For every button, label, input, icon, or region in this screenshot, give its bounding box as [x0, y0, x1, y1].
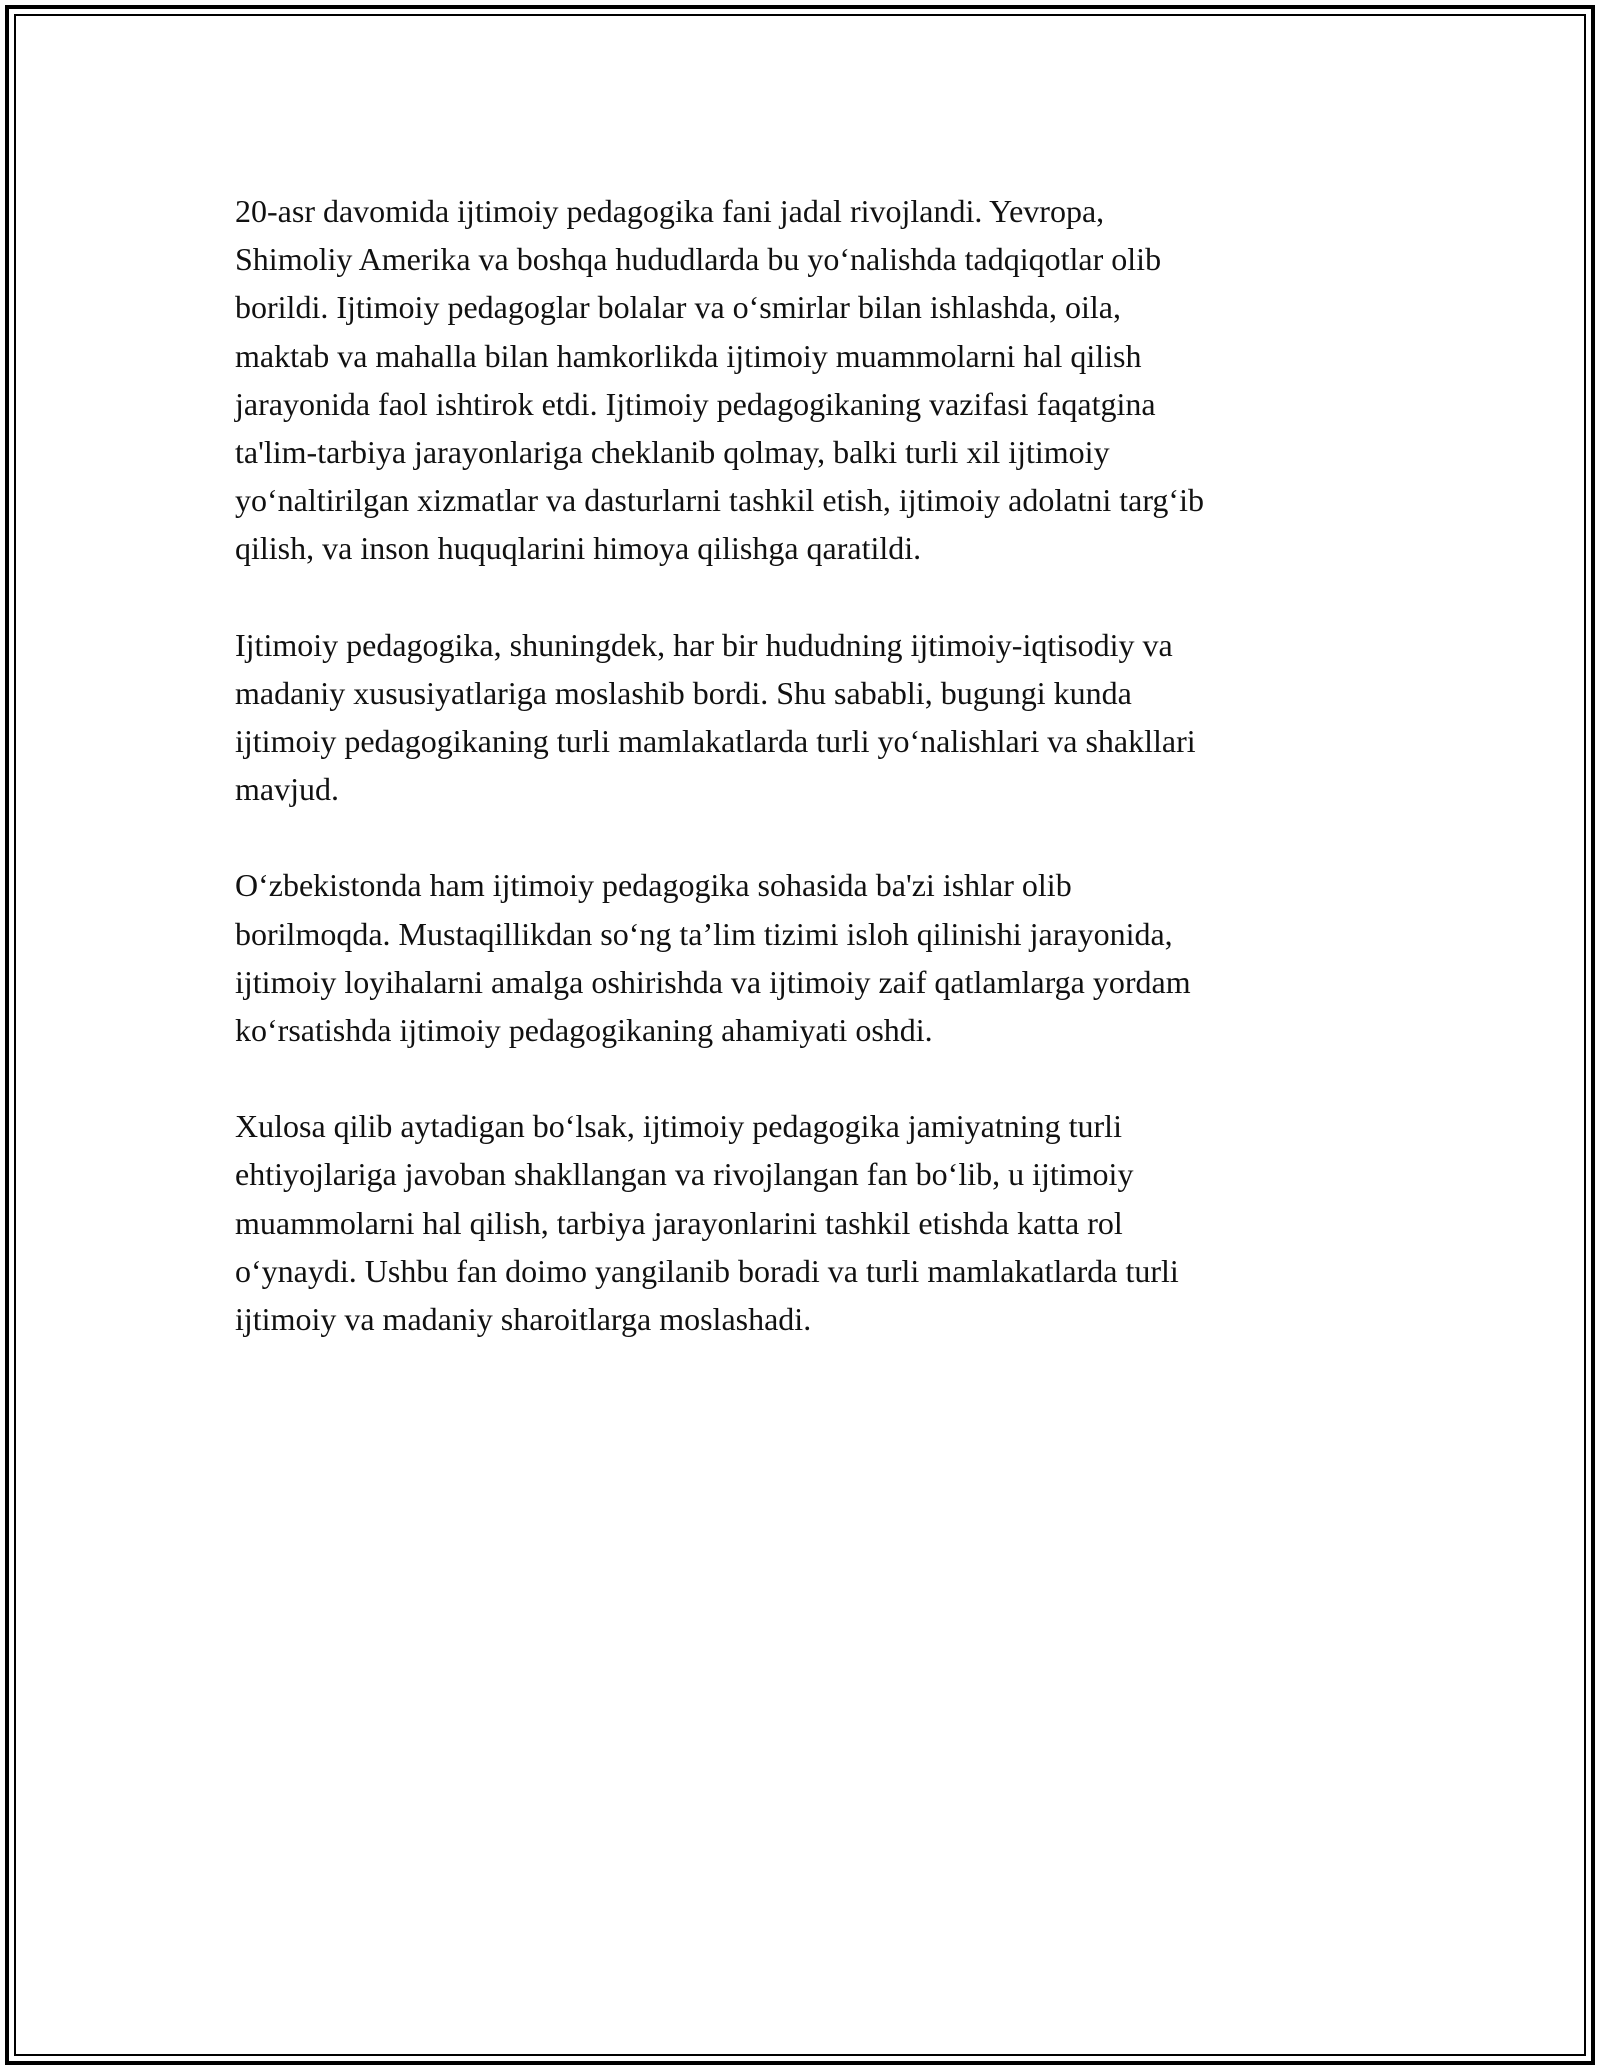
text-line: ijtimoiy loyihalarni amalga oshirishda va ijtimoiy zaif qatlamlarga yordam: [235, 963, 1191, 1000]
text-line: muammolarni hal qilish, tarbiya jarayonlarini tashkil etishda katta rol: [235, 1204, 1123, 1241]
text-line: ijtimoiy pedagogikaning turli mamlakatlarda turli yo‘nalishlari va shakllari: [235, 723, 1196, 760]
text-line: Xulosa qilib aytadigan bo‘lsak, ijtimoiy pedagogika jamiyatning turli: [235, 1108, 1122, 1145]
paragraph-4: [235, 1102, 1365, 1343]
text-line: 20-asr davomida ijtimoiy pedagogika fani jadal rivojlandi. Yevropa,: [235, 193, 1105, 229]
document-body: [235, 187, 1365, 1391]
text-line: ta'lim-tarbiya jarayonlariga cheklanib qolmay, balki turli xil ijtimoiy: [235, 434, 1110, 471]
text-line: Shimoliy Amerika va boshqa hududlarda bu yo‘nalishda tadqiqotlar olib: [235, 241, 1162, 278]
text-line: borilmoqda. Mustaqillikdan so‘ng ta’lim tizimi isloh qilinishi jarayonida,: [235, 915, 1173, 952]
text-line: maktab va mahalla bilan hamkorlikda ijtimoiy muammolarni hal qilish: [235, 337, 1142, 374]
text-line: ko‘rsatishda ijtimoiy pedagogikaning ahamiyati oshdi.: [235, 1012, 933, 1049]
text-line: borildi. Ijtimoiy pedagoglar bolalar va o‘smirlar bilan ishlashda, oila,: [235, 289, 1121, 326]
text-line: mavjud.: [235, 771, 339, 808]
paragraph-1: [235, 187, 1365, 573]
text-line: ijtimoiy va madaniy sharoitlarga moslashadi.: [235, 1301, 812, 1338]
text-line: yo‘naltirilgan xizmatlar va dasturlarni tashkil etish, ijtimoiy adolatni targ‘ib: [235, 482, 1204, 519]
text-line: jarayonida faol ishtirok etdi. Ijtimoiy pedagogikaning vazifasi faqatgina: [235, 385, 1156, 422]
text-line: O‘zbekistonda ham ijtimoiy pedagogika sohasida ba'zi ishlar olib: [235, 867, 1072, 904]
text-line: madaniy xususiyatlariga moslashib bordi. Shu sababli, bugungi kunda: [235, 674, 1132, 711]
text-line: Ijtimoiy pedagogika, shuningdek, har bir hududning ijtimoiy-iqtisodiy va: [235, 626, 1173, 663]
paragraph-3: [235, 861, 1365, 1054]
text-line: qilish, va inson huquqlarini himoya qilishga qaratildi.: [235, 530, 922, 567]
text-line: ehtiyojlariga javoban shakllangan va rivojlangan fan bo‘lib, u ijtimoiy: [235, 1156, 1134, 1193]
text-line: o‘ynaydi. Ushbu fan doimo yangilanib boradi va turli mamlakatlarda turli: [235, 1252, 1179, 1289]
paragraph-2: [235, 621, 1365, 814]
